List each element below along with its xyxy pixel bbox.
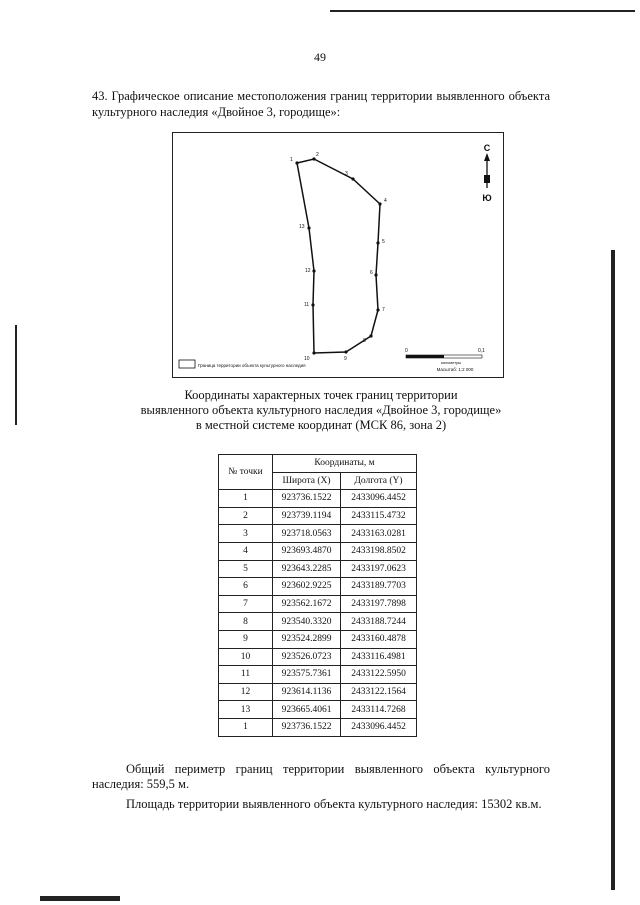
point-label-1: 1 [290,157,293,163]
table-row [219,701,417,719]
coordinates-title-line-1: Координаты характерных точек границ территории [184,388,458,402]
cell-latitude: 923562.1672 [273,595,341,613]
perimeter-text: Общий периметр границ территории выявленного объекта культурного наследия: 559,5 м. [92,762,550,791]
cell-point-number: 5 [219,560,273,578]
cell-longitude: 2433122.1564 [341,683,417,701]
point-label-3: 3 [345,171,348,177]
point-label-9: 9 [344,356,347,362]
scan-artifact-top-line [330,10,635,12]
cell-longitude: 2433197.0623 [341,560,417,578]
scale-zero-label: 0 [405,348,408,354]
section-heading: 43. Графическое описание местоположения границ территории выявленного объекта культурного наследия «Двойное 3, городище»: [92,89,550,119]
coordinates-title-line-2: выявленного объекта культурного наследия «Двойное 3, городище» [140,403,502,417]
scale-end-label: 0,1 [478,348,485,354]
cell-point-number: 1 [219,718,273,736]
boundary-point-11 [311,303,314,306]
point-label-6: 6 [370,270,373,276]
boundary-point-13 [307,226,310,229]
scan-artifact-left-mark [15,325,17,425]
point-label-4: 4 [384,198,387,204]
cell-longitude: 2433198.8502 [341,542,417,560]
table-row [219,666,417,684]
boundary-point-3 [351,177,354,180]
cell-latitude: 923540.3320 [273,613,341,631]
header-longitude: Долгота (Y) [341,472,417,490]
compass-arrow-tail [484,175,490,183]
point-label-12: 12 [305,268,311,274]
cell-latitude: 923693.4870 [273,542,341,560]
coordinates-table [218,454,417,737]
table-row [219,542,417,560]
table-row [219,560,417,578]
table-row [219,507,417,525]
point-label-2: 2 [316,152,319,158]
cell-point-number: 3 [219,525,273,543]
cell-longitude: 2433114.7268 [341,701,417,719]
table-row [219,630,417,648]
boundary-polygon [297,159,380,353]
area-text: Площадь территории выявленного объекта культурного наследия: 15302 кв.м. [126,797,542,811]
table-row [219,525,417,543]
coordinates-title-line-3: в местной системе координат (МСК 86, зона 2) [195,418,447,432]
boundary-point-1 [295,161,298,164]
page-number: 49 [314,50,326,64]
cell-longitude: 2433163.0281 [341,525,417,543]
boundary-map [172,132,504,378]
point-label-8: 8 [363,338,366,344]
cell-point-number: 2 [219,507,273,525]
cell-longitude: 2433122.5950 [341,666,417,684]
header-point-number: № точки [219,455,273,490]
cell-latitude: 923736.1522 [273,490,341,508]
compass-north-label: С [483,143,491,153]
cell-latitude: 923575.7361 [273,666,341,684]
cell-longitude: 2433096.4452 [341,718,417,736]
compass-south-label: Ю [482,193,492,203]
point-label-11: 11 [304,302,310,308]
header-latitude: Широта (X) [273,472,341,490]
cell-latitude: 923526.0723 [273,648,341,666]
point-label-7: 7 [382,307,385,313]
cell-longitude: 2433188.7244 [341,613,417,631]
cell-point-number: 1 [219,490,273,508]
table-row [219,718,417,736]
cell-longitude: 2433096.4452 [341,490,417,508]
point-label-10: 10 [304,356,310,362]
cell-point-number: 7 [219,595,273,613]
table-row [219,648,417,666]
point-label-13: 13 [299,224,305,230]
table-row [219,578,417,596]
header-coordinates: Координаты, м [273,455,417,473]
cell-latitude: 923739.1194 [273,507,341,525]
legend-swatch [179,360,195,368]
cell-latitude: 923602.9225 [273,578,341,596]
cell-latitude: 923643.2285 [273,560,341,578]
compass-arrow-head [484,153,490,161]
scale-ratio-label: Масштаб: 1:2 000 [436,367,474,372]
cell-longitude: 2433115.4732 [341,507,417,525]
table-row [219,683,417,701]
coordinates-table-body [219,490,417,736]
table-row [219,490,417,508]
cell-latitude: 923736.1522 [273,718,341,736]
boundary-point-4 [378,202,381,205]
cell-longitude: 2433160.4878 [341,630,417,648]
boundary-point-9 [344,350,347,353]
cell-latitude: 923718.0563 [273,525,341,543]
cell-point-number: 12 [219,683,273,701]
cell-latitude: 923614.1136 [273,683,341,701]
boundary-point-8 [369,334,372,337]
cell-latitude: 923665.4061 [273,701,341,719]
cell-point-number: 13 [219,701,273,719]
table-row [219,595,417,613]
cell-point-number: 6 [219,578,273,596]
cell-longitude: 2433189.7703 [341,578,417,596]
coordinates-title [92,388,550,433]
legend-text: Граница территории объекта культурного наследия [198,363,306,368]
cell-longitude: 2433116.4981 [341,648,417,666]
point-label-5: 5 [382,239,385,245]
cell-point-number: 4 [219,542,273,560]
cell-latitude: 923524.2899 [273,630,341,648]
scale-unit-label: километры [440,360,462,365]
cell-point-number: 9 [219,630,273,648]
boundary-map-svg [173,133,503,377]
boundary-point-12 [312,269,315,272]
boundary-point-10 [312,351,315,354]
boundary-point-7 [376,308,379,311]
cell-point-number: 10 [219,648,273,666]
boundary-point-5 [376,241,379,244]
scale-bar-fill [406,355,444,358]
scan-artifact-bottom-line [40,896,120,901]
cell-point-number: 8 [219,613,273,631]
table-row [219,613,417,631]
boundary-point-6 [374,273,377,276]
cell-point-number: 11 [219,666,273,684]
cell-longitude: 2433197.7898 [341,595,417,613]
scan-artifact-right-edge [611,250,615,890]
